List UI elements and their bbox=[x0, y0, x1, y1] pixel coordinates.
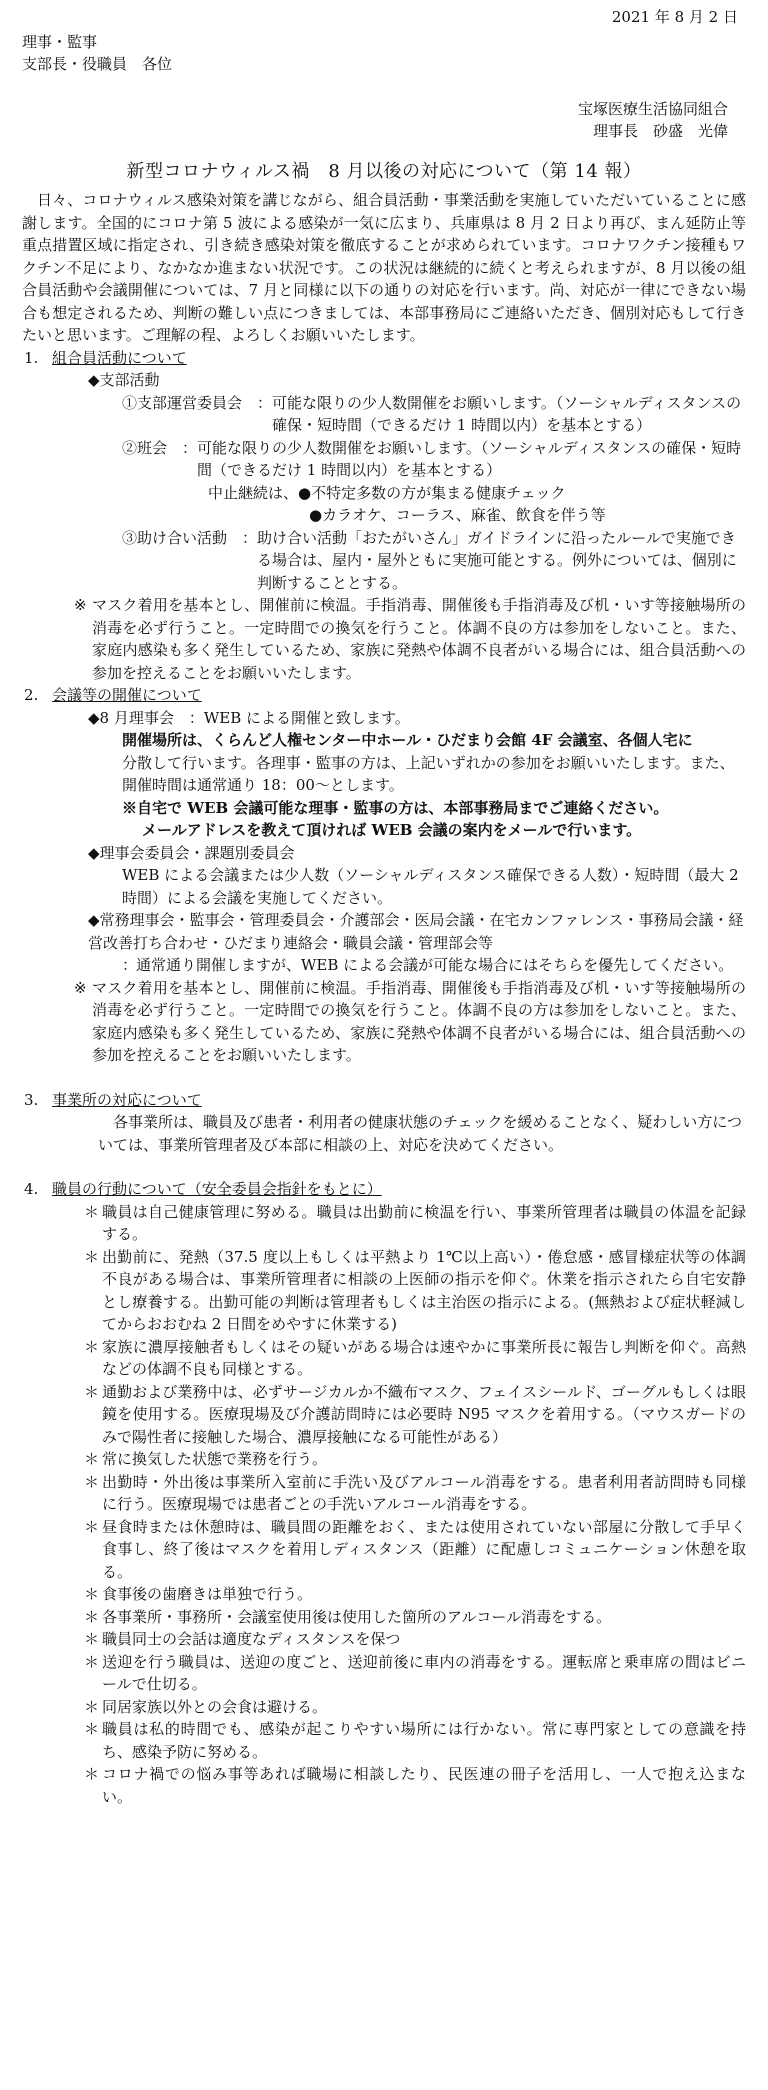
addressee-block bbox=[22, 31, 746, 76]
item-label: ③助け合い活動 ： bbox=[122, 528, 258, 547]
list-item bbox=[22, 1471, 746, 1516]
list-item bbox=[22, 1381, 746, 1449]
bullet-text: 職員は私的時間でも、感染が起こりやすい場所には行かない。常に専門家としての意識を持ち、感染予防に努める。 bbox=[102, 1720, 746, 1761]
list-item bbox=[22, 1516, 746, 1584]
web-meeting-request: ※自宅で WEB 会議可能な理事・監事の方は、本部事務局までご連絡ください。 bbox=[122, 798, 669, 817]
list-item bbox=[22, 1606, 746, 1629]
section-number: 2. bbox=[24, 686, 39, 704]
bullet-mark: ＊ bbox=[84, 1450, 100, 1468]
subheading-branch-activity: ◆支部活動 bbox=[88, 371, 160, 389]
bullet-mark: ＊ bbox=[84, 1585, 100, 1603]
section-title: 職員の行動について（安全委員会指針をもとに） bbox=[52, 1180, 382, 1198]
list-item bbox=[22, 1246, 746, 1336]
item-label: ①支部運営委員会 ： bbox=[122, 393, 273, 412]
colon-mark: ： bbox=[122, 956, 138, 974]
precaution-note bbox=[22, 594, 746, 684]
facility-response-text: 各事業所は、職員及び患者・利用者の健康状態のチェックを緩めることなく、疑わしい方については、事業所管理者及び本部に相談の上、対応を決めてください。 bbox=[98, 1113, 742, 1154]
sender-org: 宝塚医療生活協同組合 bbox=[577, 99, 728, 118]
item-label: ②班会 ： bbox=[122, 438, 198, 457]
bullet-mark: ＊ bbox=[84, 1382, 100, 1401]
section-number: 1. bbox=[24, 348, 39, 367]
bullet-mark: ＊ bbox=[84, 1337, 100, 1356]
subheading-regular-meetings: ◆常務理事会・監事会・管理委員会・介護部会・医局会議・在宅カンファレンス・事務局会議・経営改善打ち合わせ・ひだまり連絡会・職員会議・管理部会等 bbox=[88, 911, 744, 952]
document-date: 2021 年 8 月 2 日 bbox=[611, 8, 738, 26]
note-text: マスク着用を基本とし、開催前に検温。手指消毒、開催後も手指消毒及び机・いす等接触場所の消毒を必ず行うこと。一定時間での換気を行うこと。体調不良の方は参加をしないこと。また、家庭内感染も多く発生しているため、家族に発熱や体調不良者がいる場合には、組合員活動への参加を控えることをお願いいたします。 bbox=[92, 978, 746, 1064]
bullet-mark: ＊ bbox=[84, 1652, 100, 1671]
sender-block bbox=[22, 98, 746, 143]
list-item bbox=[22, 1583, 746, 1606]
list-item bbox=[22, 1201, 746, 1246]
bullet-mark: ＊ bbox=[84, 1630, 100, 1648]
web-meeting-email-note: メールアドレスを教えて頂ければ WEB 会議の案内をメールで行います。 bbox=[142, 821, 642, 839]
precaution-note bbox=[22, 977, 746, 1067]
list-item bbox=[22, 1448, 746, 1471]
bullet-text: 出勤時・外出後は事業所入室前に手洗い及びアルコール消毒をする。患者利用者訪問時も同様に行う。医療現場では患者ごとの手洗いアルコール消毒をする。 bbox=[102, 1472, 746, 1513]
list-item bbox=[22, 1651, 746, 1696]
bullet-text: 出勤前に、発熱（37.5 度以上もしくは平熱より 1℃以上高い）・倦怠感・感冒様症状等の体調不良がある場合は、事業所管理者に相談の上医師の指示を仰ぐ。休業を指示されたら自宅安静とし療養する。出勤可能の判断は管理者もしくは主治医の指示による。(無熱および症状軽減してからおおむね 2 日間をめやすに休業する) bbox=[102, 1247, 746, 1333]
section-1-heading bbox=[22, 347, 746, 370]
bullet-text: 職員は自己健康管理に努める。職員は出勤前に検温を行い、事業所管理者は職員の体温を記録する。 bbox=[102, 1202, 746, 1243]
section-title: 事業所の対応について bbox=[52, 1090, 202, 1109]
bullet-text: 同居家族以外との会食は避ける。 bbox=[102, 1697, 328, 1716]
subheading-board-meeting: ◆8 月理事会 ：WEB による開催と致します。 bbox=[88, 708, 410, 727]
section-4-heading bbox=[22, 1178, 746, 1201]
list-item bbox=[22, 1763, 746, 1808]
note-mark: ※ bbox=[74, 596, 87, 614]
bullet-mark: ＊ bbox=[84, 1247, 100, 1266]
activity-item-han-meeting bbox=[22, 437, 746, 482]
list-item bbox=[22, 1336, 746, 1381]
note-text: マスク着用を基本とし、開催前に検温。手指消毒、開催後も手指消毒及び机・いす等接触場所の消毒を必ず行うこと。一定時間での換気を行うこと。体調不良の方は参加をしないこと。また、家庭内感染も多く発生しているため、家族に発熱や体調不良者がいる場合には、組合員活動への参加を控えることをお願いいたします。 bbox=[92, 596, 746, 682]
bullet-mark: ＊ bbox=[84, 1517, 100, 1536]
board-meeting-venue: 開催場所は、くらんど人権センター中ホール・ひだまり会館 4F 会議室、各個人宅に bbox=[122, 731, 693, 749]
addressee-line: 理事・監事 bbox=[22, 32, 98, 51]
bullet-mark: ＊ bbox=[84, 1472, 100, 1491]
committees-text: WEB による会議または少人数（ソーシャルディスタンス確保できる人数）・短時間（最大 2 時間）による会議を実施してください。 bbox=[122, 866, 739, 907]
item-text: 助け合い活動「おたがいさん」ガイドラインに沿ったルールで実施できる場合は、屋内・屋外ともに実施可能とする。例外については、個別に判断することとする。 bbox=[257, 528, 737, 592]
board-meeting-details: 分散して行います。各理事・監事の方は、上記いずれかの参加をお願いいたします。また、開催時間は通常通り 18：00～とします。 bbox=[122, 753, 735, 794]
section-number: 3. bbox=[24, 1090, 39, 1109]
section-2-heading bbox=[22, 684, 746, 707]
bullet-text: 通勤および業務中は、必ずサージカルか不織布マスク、フェイスシールド、ゴーグルもしくは眼鏡を使用する。医療現場及び介護訪問時には必要時 N95 マスクを着用する。（マウスガードのみで陽性者に接触した場合、濃厚接触になる可能性がある） bbox=[102, 1382, 746, 1446]
bullet-mark: ＊ bbox=[84, 1697, 100, 1716]
bullet-text: 家族に濃厚接触者もしくはその疑いがある場合は速やかに事業所長に報告し判断を仰ぐ。高熱などの体調不良も同様とする。 bbox=[102, 1337, 746, 1378]
suspended-activities-line: 中止継続は、●不特定多数の方が集まる健康チェック bbox=[208, 483, 566, 502]
list-item bbox=[22, 1696, 746, 1719]
item-text: 可能な限りの少人数開催をお願いします。（ソーシャルディスタンスの確保・短時間（できるだけ 1 時間以内）を基本とする） bbox=[272, 393, 742, 434]
activity-item-mutual-aid bbox=[22, 527, 746, 595]
list-item bbox=[22, 1628, 746, 1651]
note-mark: ※ bbox=[74, 978, 87, 997]
subheading-committees: ◆理事会委員会・課題別委員会 bbox=[88, 843, 295, 862]
suspended-activities-line: ●カラオケ、コーラス、麻雀、飲食を伴う等 bbox=[309, 506, 606, 524]
bullet-text: 職員同士の会話は適度なディスタンスを保つ bbox=[102, 1630, 401, 1648]
regular-meetings-text bbox=[22, 954, 746, 977]
sender-person: 理事長 砂盛 光偉 bbox=[592, 122, 728, 140]
bullet-mark: ＊ bbox=[84, 1607, 100, 1626]
section-3-heading bbox=[22, 1089, 746, 1112]
section-title: 組合員活動について bbox=[52, 348, 187, 367]
bullet-text: 常に換気した状態で業務を行う。 bbox=[102, 1450, 328, 1468]
list-item bbox=[22, 1718, 746, 1763]
bullet-text: 食事後の歯磨きは単独で行う。 bbox=[102, 1585, 313, 1603]
regular-meetings-body: 通常通り開催しますが、WEB による会議が可能な場合にはそちらを優先してください。 bbox=[136, 956, 734, 974]
intro-paragraph: 日々、コロナウィルス感染対策を講じながら、組合員活動・事業活動を実施していただいていることに感謝します。全国的にコロナ第 5 波による感染が一気に広まり、兵庫県は 8 月 2 日より再び、まん延防止等重点措置区域に指定され、引き続き感染対策を徹底することが求められています。コロナワクチン接種もワクチン不足により、なかなか進まない状況です。この状況は継続的に続くと考えられますが、8 月以後の組合員活動や会議開催については、7 月と同様に以下の通りの対応を行います。尚、対応が一律にできない場合も想定されるため、判断の難しい点につきましては、本部事務局にご連絡いただき、個別対応もして行きたいと思います。ご理解の程、よろしくお願いいたします。 bbox=[22, 191, 746, 344]
section-number: 4. bbox=[24, 1180, 39, 1198]
item-text: 可能な限りの少人数開催をお願いします。（ソーシャルディスタンスの確保・短時間（できるだけ 1 時間以内）を基本とする） bbox=[197, 438, 742, 479]
bullet-mark: ＊ bbox=[84, 1720, 100, 1738]
activity-item-branch-committee bbox=[22, 392, 746, 437]
staff-conduct-list bbox=[22, 1201, 746, 1809]
bullet-mark: ＊ bbox=[84, 1765, 100, 1783]
bullet-mark: ＊ bbox=[84, 1202, 100, 1221]
section-title: 会議等の開催について bbox=[52, 686, 202, 704]
bullet-text: 各事業所・事務所・会議室使用後は使用した箇所のアルコール消毒をする。 bbox=[102, 1607, 612, 1626]
bullet-text: コロナ禍での悩み事等あれば職場に相談したり、民医連の冊子を活用し、一人で抱え込まない。 bbox=[102, 1765, 746, 1806]
bullet-text: 昼食時または休憩時は、職員間の距離をおく、または使用されていない部屋に分散して手早く食事し、終了後はマスクを着用しディスタンス（距離）に配慮しコミュニケーション休憩を取る。 bbox=[102, 1517, 746, 1581]
addressee-line: 支部長・役職員 各位 bbox=[22, 55, 173, 73]
bullet-text: 送迎を行う職員は、送迎の度ごと、送迎前後に車内の消毒をする。運転席と乗車席の間はビニールで仕切る。 bbox=[102, 1652, 746, 1693]
document-title: 新型コロナウィルス禍 8 月以後の対応について（第 14 報） bbox=[126, 160, 642, 182]
